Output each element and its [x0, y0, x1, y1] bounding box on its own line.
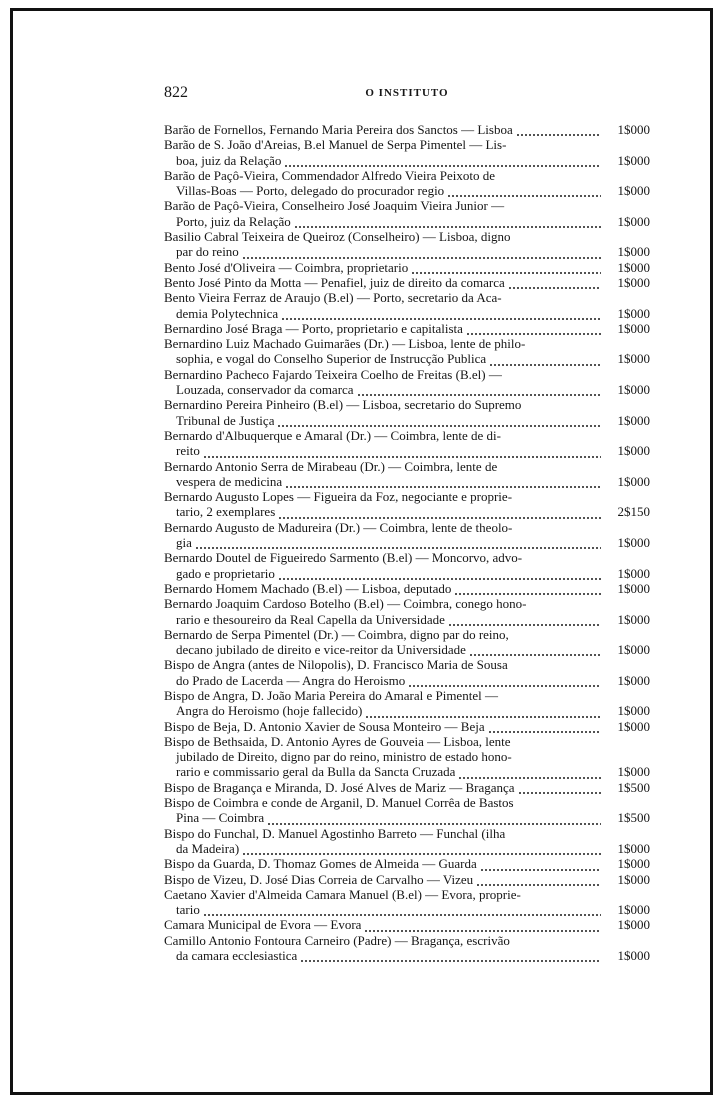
- entry-amount: 1$000: [617, 305, 650, 321]
- entry-text: Bernardino Luiz Machado Guimarães (Dr.) — Lisboa, lente de philo-: [164, 336, 526, 352]
- entry-text: rario e thesoureiro da Real Capella da Universidade: [176, 611, 445, 627]
- entry-text: tario, 2 exemplares: [176, 504, 276, 520]
- entry-amount: 1$000: [617, 259, 650, 275]
- entry-text: sophia, e vogal do Conselho Superior de Instrucção Publica: [176, 351, 487, 367]
- entry-amount: 1$000: [617, 122, 650, 137]
- entry-amount: 1$000: [617, 718, 650, 734]
- subscriber-list: [164, 122, 650, 963]
- list-item: [164, 933, 650, 964]
- entry-amount: 2$150: [617, 504, 650, 520]
- list-item: [164, 887, 650, 918]
- entry-amount: 1$000: [617, 535, 650, 551]
- entry-amount: 1$000: [617, 152, 650, 168]
- entry-text: Caetano Xavier d'Almeida Camara Manuel (B.el) — Evora, proprie-: [164, 886, 521, 902]
- dot-leader: [454, 583, 601, 596]
- entry-amount: 1$000: [617, 764, 650, 780]
- dot-leader: [447, 185, 601, 198]
- entry-text: decano jubilado de direito e vice-reitor da Universidade: [176, 642, 466, 658]
- entry-text: Bispo do Funchal, D. Manuel Agostinho Barreto — Funchal (ilha: [164, 825, 506, 841]
- entry-amount: 1$000: [617, 871, 650, 887]
- entry-text: Bispo de Angra (antes de Nilopolis), D. Francisco Maria de Sousa: [164, 657, 508, 673]
- list-item: [164, 336, 650, 367]
- dot-leader: [516, 124, 601, 137]
- entry-text: Camillo Antonio Fontoura Carneiro (Padre) — Bragança, escrivão: [164, 932, 510, 948]
- list-item: [164, 596, 650, 627]
- entry-amount: 1$000: [617, 580, 650, 596]
- entry-text: Bernardo Joaquim Cardoso Botelho (B.el) — Coimbra, conego hono-: [164, 596, 527, 612]
- dot-leader: [488, 721, 601, 734]
- dot-leader: [203, 446, 601, 459]
- entry-text: Louzada, conservador da comarca: [176, 382, 354, 398]
- entry-text: Pina — Coimbra: [176, 810, 265, 826]
- list-item: [164, 795, 650, 826]
- dot-leader: [278, 507, 601, 520]
- list-item: [164, 137, 650, 168]
- entry-amount: 1$000: [617, 565, 650, 581]
- entry-text: rario e commissario geral da Bulla da Sancta Cruzada: [176, 764, 456, 780]
- entry-text: Bernardo Doutel de Figueiredo Sarmento (B.el) — Moncorvo, advo-: [164, 550, 523, 566]
- entry-amount: 1$000: [617, 856, 650, 872]
- entry-text: Bispo da Guarda, D. Thomaz Gomes de Almeida — Guarda: [164, 856, 477, 872]
- list-item: [164, 122, 650, 137]
- entry-text: Camara Municipal de Evora — Evora: [164, 917, 362, 933]
- list-item: [164, 856, 650, 871]
- entry-text: Tribunal de Justiça: [176, 412, 275, 428]
- entry-text: Bernardino Pereira Pinheiro (B.el) — Lisboa, secretario do Supremo: [164, 397, 522, 413]
- dot-leader: [284, 155, 601, 168]
- dot-leader: [285, 476, 601, 489]
- dot-leader: [242, 247, 601, 260]
- entry-amount: 1$000: [617, 244, 650, 260]
- entry-amount: 1$000: [617, 703, 650, 719]
- dot-leader: [408, 675, 601, 688]
- entry-text: Bernardo Augusto Lopes — Figueira da Foz, negociante e proprie-: [164, 489, 513, 505]
- list-item: [164, 168, 650, 199]
- dot-leader: [480, 859, 601, 872]
- dot-leader: [242, 843, 601, 856]
- list-item: [164, 917, 650, 932]
- entry-text: boa, juiz da Relação: [176, 152, 282, 168]
- running-title: O INSTITUTO: [365, 87, 449, 99]
- dot-leader: [508, 277, 601, 290]
- entry-text: tario: [176, 902, 200, 918]
- entry-text: Bispo de Beja, D. Antonio Xavier de Sousa Monteiro — Beja: [164, 718, 485, 734]
- page-header: [164, 84, 650, 104]
- page-number: 822: [164, 84, 188, 101]
- dot-leader: [476, 874, 601, 887]
- dot-leader: [281, 308, 601, 321]
- entry-amount: 1$000: [617, 351, 650, 367]
- entry-text: Bispo de Bethsaida, D. Antonio Ayres de Gouveia — Lisboa, lente: [164, 733, 511, 749]
- entry-amount: 1$000: [617, 183, 650, 199]
- entry-text: Barão de S. João d'Areias, B.el Manuel de Serpa Pimentel — Lis-: [164, 137, 507, 153]
- dot-leader: [365, 706, 601, 719]
- entry-text: Bernardo Antonio Serra de Mirabeau (Dr.) — Coimbra, lente de: [164, 458, 498, 474]
- dot-leader: [364, 920, 601, 933]
- entry-amount: 1$500: [617, 779, 650, 795]
- dot-leader: [203, 904, 601, 917]
- dot-leader: [195, 537, 601, 550]
- list-item: [164, 657, 650, 688]
- entry-text: do Prado de Lacerda — Angra do Heroismo: [176, 672, 406, 688]
- list-item: [164, 489, 650, 520]
- entry-amount: 1$000: [617, 320, 650, 336]
- entry-text: Basilio Cabral Teixeira de Queiroz (Conselheiro) — Lisboa, digno: [164, 229, 511, 245]
- entry-text: Bernardino José Braga — Porto, proprietario e capitalista: [164, 320, 463, 336]
- list-item: [164, 260, 650, 275]
- list-item: [164, 734, 650, 780]
- entry-amount: 1$500: [617, 810, 650, 826]
- entry-amount: 1$000: [617, 213, 650, 229]
- dot-leader: [489, 354, 601, 367]
- list-item: [164, 872, 650, 887]
- entry-text: Bispo de Vizeu, D. José Dias Correia de Carvalho — Vizeu: [164, 871, 474, 887]
- dot-leader: [277, 415, 601, 428]
- list-item: [164, 627, 650, 658]
- entry-text: Barão de Paçô-Vieira, Conselheiro José Joaquim Vieira Junior —: [164, 198, 505, 214]
- entry-amount: 1$000: [617, 642, 650, 658]
- dot-leader: [357, 384, 601, 397]
- entry-amount: 1$000: [617, 948, 650, 964]
- entry-amount: 1$000: [617, 274, 650, 290]
- entry-text: Bernardo Augusto de Madureira (Dr.) — Coimbra, lente de theolo-: [164, 519, 513, 535]
- list-item: [164, 550, 650, 581]
- entry-text: da camara ecclesiastica: [176, 948, 298, 964]
- entry-text: Bento José d'Oliveira — Coimbra, proprietario: [164, 259, 409, 275]
- entry-amount: 1$000: [617, 611, 650, 627]
- dot-leader: [411, 262, 601, 275]
- entry-text: Bispo de Angra, D. João Maria Pereira do Amaral e Pimentel —: [164, 687, 498, 703]
- dot-leader: [300, 950, 601, 963]
- dot-leader: [466, 323, 601, 336]
- entry-amount: 1$000: [617, 412, 650, 428]
- entry-text: Bento Vieira Ferraz de Araujo (B.el) — Porto, secretario da Aca-: [164, 290, 502, 306]
- entry-text: Bispo de Coimbra e conde de Arganil, D. Manuel Corrêa de Bastos: [164, 795, 514, 811]
- list-item: [164, 321, 650, 336]
- dot-leader: [458, 767, 601, 780]
- list-item: [164, 780, 650, 795]
- dot-leader: [267, 813, 601, 826]
- list-item: [164, 688, 650, 719]
- dot-leader: [294, 216, 601, 229]
- entry-text: reito: [176, 443, 200, 459]
- list-item: [164, 367, 650, 398]
- entry-text: Angra do Heroismo (hoje fallecido): [176, 703, 363, 719]
- entry-text: Bernardo d'Albuquerque e Amaral (Dr.) — Coimbra, lente de di-: [164, 427, 501, 443]
- list-item: [164, 397, 650, 428]
- list-item: [164, 520, 650, 551]
- entry-text: Porto, juiz da Relação: [176, 213, 291, 229]
- entry-text: da Madeira): [176, 840, 240, 856]
- dot-leader: [469, 644, 601, 657]
- entry-amount: 1$000: [617, 473, 650, 489]
- dot-leader: [278, 568, 601, 581]
- entry-text: Bernardino Pacheco Fajardo Teixeira Coelho de Freitas (B.el) —: [164, 366, 502, 382]
- list-item: [164, 428, 650, 459]
- list-item: [164, 459, 650, 490]
- entry-amount: 1$000: [617, 840, 650, 856]
- entry-text: Barão de Paçô-Vieira, Commendador Alfredo Vieira Peixoto de: [164, 167, 496, 183]
- entry-amount: 1$000: [617, 382, 650, 398]
- list-item: [164, 826, 650, 857]
- entry-text: gado e proprietario: [176, 565, 275, 581]
- entry-text: Villas-Boas — Porto, delegado do procurador regio: [176, 183, 445, 199]
- entry-amount: 1$000: [617, 917, 650, 933]
- entry-text: Bento José Pinto da Motta — Penafiel, juiz de direito da comarca: [164, 274, 505, 290]
- entry-text: par do reino: [176, 244, 239, 260]
- entry-text: Bernardo de Serpa Pimentel (Dr.) — Coimbra, digno par do reino,: [164, 626, 509, 642]
- entry-text: demia Polytechnica: [176, 305, 279, 321]
- list-item: [164, 581, 650, 596]
- entry-text: jubilado de Direito, digno par do reino, ministro de estado hono-: [176, 749, 512, 765]
- entry-text: gia: [176, 535, 192, 551]
- list-item: [164, 290, 650, 321]
- dot-leader: [518, 782, 601, 795]
- dot-leader: [448, 614, 601, 627]
- entry-amount: 1$000: [617, 902, 650, 918]
- list-item: [164, 719, 650, 734]
- entry-text: Bispo de Bragança e Miranda, D. José Alves de Mariz — Bragança: [164, 779, 515, 795]
- entry-amount: 1$000: [617, 443, 650, 459]
- entry-amount: 1$000: [617, 672, 650, 688]
- entry-text: vespera de medicina: [176, 473, 283, 489]
- list-item: [164, 229, 650, 260]
- list-item: [164, 275, 650, 290]
- entry-text: Barão de Fornellos, Fernando Maria Pereira dos Sanctos — Lisboa: [164, 122, 513, 137]
- list-item: [164, 198, 650, 229]
- entry-text: Bernardo Homem Machado (B.el) — Lisboa, deputado: [164, 580, 452, 596]
